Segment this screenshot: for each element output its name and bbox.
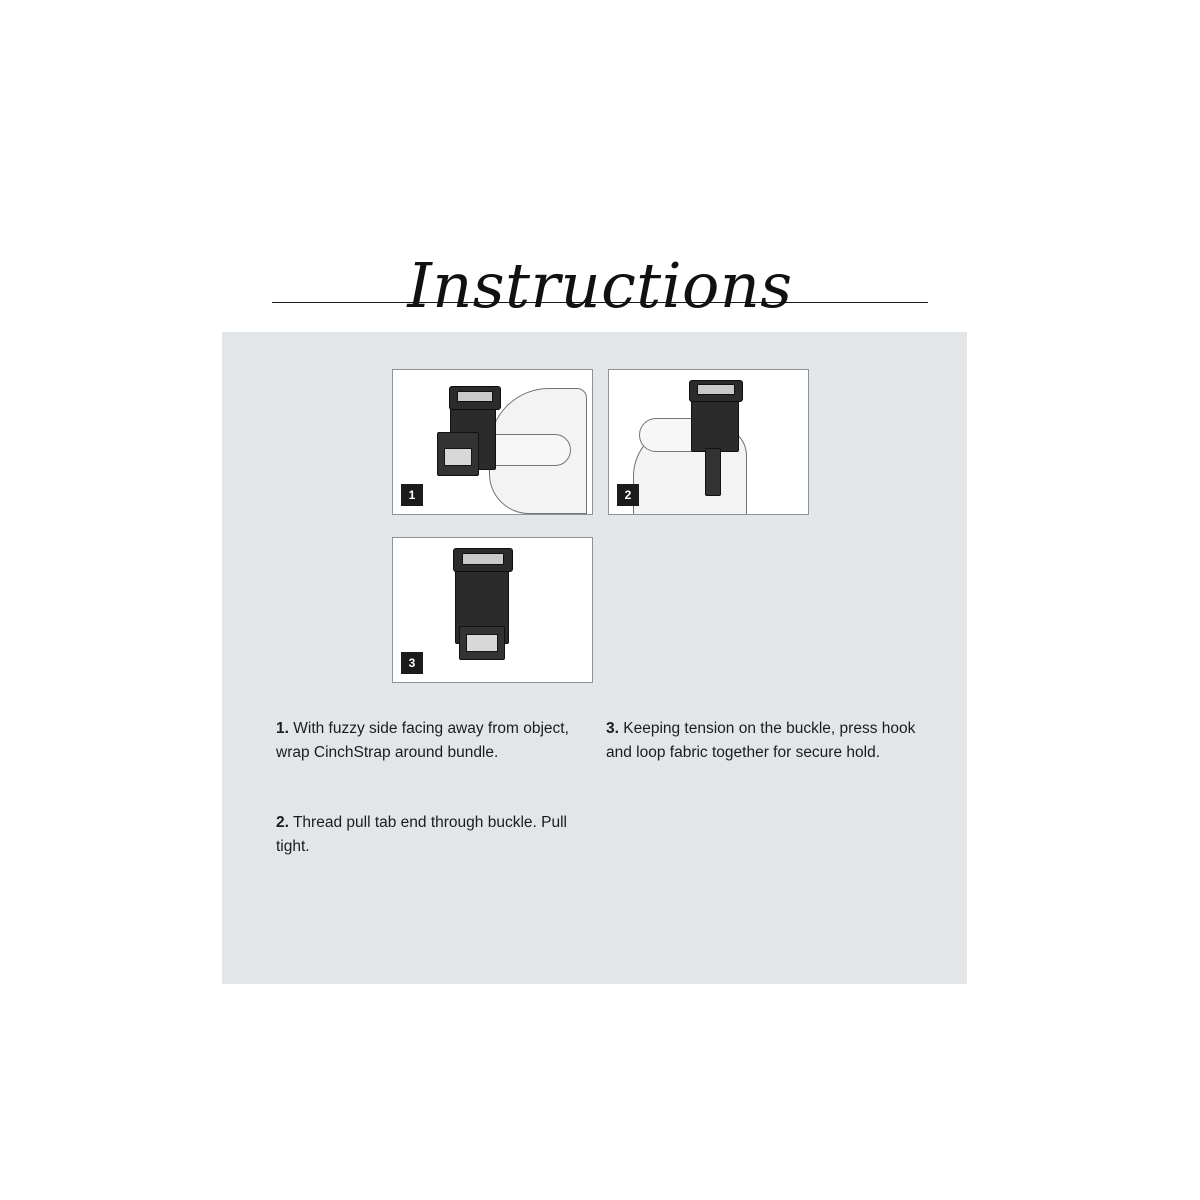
figure-badge-2: 2 [617, 484, 639, 506]
instruction-step-3-number: 3. [606, 720, 619, 737]
instruction-step-1-text: With fuzzy side facing away from object, wrap CinchStrap around bundle. [276, 720, 569, 761]
buckle-slot-1 [457, 391, 493, 402]
buckle-slot-2 [697, 384, 735, 395]
instruction-step-2-text: Thread pull tab end through buckle. Pull tight. [276, 814, 567, 855]
instruction-step-3 [606, 717, 916, 765]
instruction-step-2-number: 2. [276, 814, 289, 831]
buckle-slot-3 [462, 553, 504, 565]
instruction-step-2 [276, 811, 596, 859]
instructions-right-column [606, 717, 916, 765]
figure-badge-3: 3 [401, 652, 423, 674]
page-title: Instructions [407, 249, 793, 322]
instructions-panel [222, 332, 967, 984]
figure-badge-1: 1 [401, 484, 423, 506]
figure-step-1 [392, 369, 593, 515]
figure-step-2 [608, 369, 809, 515]
pull-tab-slot-1 [444, 448, 472, 466]
instruction-step-1-number: 1. [276, 720, 289, 737]
pull-tab-slot-3 [466, 634, 498, 652]
page-title-block [0, 250, 1200, 325]
instructions-left-column [276, 717, 596, 859]
instruction-step-1 [276, 717, 596, 765]
figure-step-3 [392, 537, 593, 683]
pull-tab-2 [705, 448, 721, 496]
instruction-step-3-text: Keeping tension on the buckle, press hook and loop fabric together for secure hold. [606, 720, 916, 761]
